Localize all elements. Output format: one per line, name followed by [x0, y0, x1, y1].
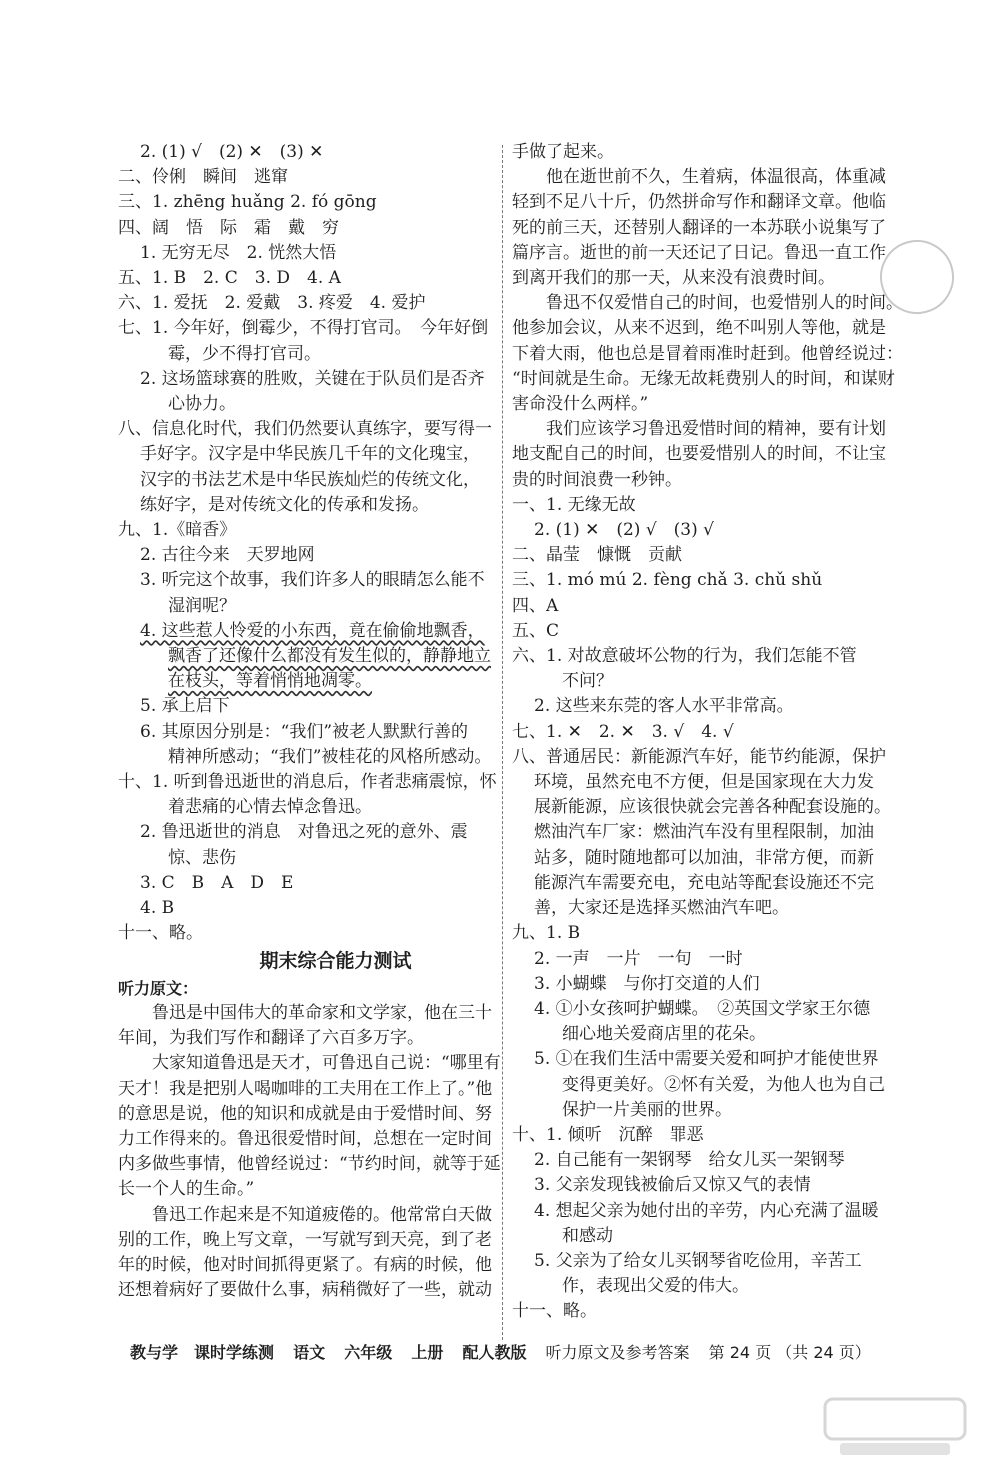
right-answers-line: 2. 这些来东莞的客人水平非常高。 [534, 696, 794, 717]
listening-heading: 听力原文： [118, 978, 199, 998]
right-answers-line: 和感动 [562, 1225, 613, 1246]
right-answers-line: 环境，虽然充电不方便，但是国家现在大力发 [534, 772, 874, 793]
left-passage-line: 别的工作，晚上写文章，一写就写到天亮，到了老 [118, 1229, 492, 1250]
right-answers-line: 2. 自己能有一架钢琴 给女儿买一架钢琴 [534, 1150, 845, 1171]
right-answers-line: 六、1. 对故意破坏公物的行为，我们怎能不管 [512, 646, 857, 667]
left-answers-line: 心协力。 [168, 394, 236, 415]
right-passage-line: 手做了起来。 [512, 142, 614, 162]
left-answers-line: 3. C B A D E [140, 872, 294, 893]
right-answers-line: 十、1. 倾听 沉醉 罪恶 [512, 1124, 704, 1145]
left-answers-line: 湿润呢？ [168, 595, 236, 616]
left-passage-line: 年间，为我们写作和翻译了六百多万字。 [118, 1028, 424, 1049]
left-answers-line: 手好字。汉字是中华民族几千年的文化瑰宝， [140, 444, 480, 465]
right-passage-line: 鲁迅不仅爱惜自己的时间，也爱惜别人的时间。 [546, 293, 903, 314]
right-passage-line: 死的前三天，还替别人翻译的一本苏联小说集写了 [512, 217, 886, 238]
right-answers-line: 五、C [512, 620, 560, 641]
footer-page: 第 24 页 （共 24 页） [708, 1343, 871, 1362]
right-passage-line: 到离开我们的那一天，从来没有浪费时间。 [512, 268, 835, 289]
left-answers-line: 2. 鲁迅逝世的消息 对鲁迅之死的意外、震 [140, 822, 468, 843]
footer-grade: 六年级 [344, 1343, 393, 1362]
left-passage-line: 鲁迅工作起来是不知道疲倦的。他常常白天做 [152, 1204, 492, 1225]
left-answers-line: 六、1. 爱抚 2. 爱戴 3. 疼爱 4. 爱护 [118, 293, 426, 314]
right-passage-line: 他在逝世前不久，生着病，体温很高，体重减 [546, 167, 886, 188]
right-passage-line: 害命没什么两样。” [512, 394, 649, 415]
right-passage-line: 篇序言。逝世的前一天还记了日记。鲁迅一直工作 [512, 242, 886, 263]
right-answers-line: 四、A [512, 595, 559, 616]
left-passage-line: 的意思是说，他的知识和成就是由于爱惜时间、努 [118, 1103, 492, 1124]
left-passage [118, 1001, 501, 1303]
right-answers-line: 4. 想起父亲为她付出的辛劳，内心充满了温暖 [534, 1200, 879, 1221]
left-answers-line: 练好字，是对传统文化的传承和发扬。 [140, 494, 429, 515]
left-answers-line: 霉，少不得打官司。 [168, 343, 321, 364]
right-passage-line: 下着大雨，他也总是冒着雨准时赶到。他曾经说过： [512, 343, 903, 364]
left-answers-line: 五、1. B 2. C 3. D 4. A [118, 268, 341, 289]
left-passage-line: 天才！我是把别人喝咖啡的工夫用在工作上了。”他 [118, 1078, 493, 1099]
left-answers-line: 2. (1) √ (2) ✕ (3) ✕ [140, 142, 324, 162]
left-answers-line: 1. 无穷无尽 2. 恍然大悟 [140, 242, 337, 263]
left-answers [118, 140, 497, 947]
left-answers-line: 十一、略。 [118, 923, 203, 944]
right-answers-line: 九、1. B [512, 923, 581, 944]
right-answers-line: 展新能源，应该很快就会完善各种配套设施的。 [534, 797, 891, 818]
left-passage-line: 大家知道鲁迅是天才，可鲁迅自己说：“哪里有 [152, 1053, 501, 1074]
footer-volume: 上册 [411, 1343, 444, 1362]
left-passage-line: 内多做些事情，他曾经说过：“节约时间，就等于延 [118, 1154, 501, 1175]
right-passage-line: 轻到不足八十斤，仍然拼命写作和翻译文章。他临 [512, 192, 886, 213]
right-passage [512, 140, 912, 493]
right-passage-line: 贵的时间浪费一秒钟。 [512, 469, 682, 490]
left-answers-line: 4. 这些惹人怜爱的小东西，竟在偷偷地飘香， [140, 620, 485, 641]
left-answers-line: 九、1.《暗香》 [118, 520, 237, 541]
right-answers-line: 3. 小蝴蝶 与你打交道的人们 [534, 973, 760, 994]
left-passage-line: 年的时候，他对时间抓得更紧了。有病的时候，他 [118, 1254, 492, 1275]
right-answers-line: 三、1. mó mú 2. fèng chǎ 3. chǔ shǔ [512, 570, 823, 591]
left-answers-line: 四、阔 悟 际 霜 戴 穷 [118, 217, 339, 238]
left-answers-line: 3. 听完这个故事，我们许多人的眼睛怎么能不 [140, 570, 485, 591]
left-passage-line: 长一个人的生命。” [118, 1179, 255, 1200]
right-passage-line: 我们应该学习鲁迅爱惜时间的精神，要有计划 [546, 419, 886, 440]
right-answers-line: 七、1. ✕ 2. ✕ 3. √ 4. √ [512, 721, 734, 742]
left-passage-line: 还想着病好了要做什么事，病稍微好了一些，就动 [118, 1280, 492, 1301]
right-column [512, 140, 912, 1325]
right-answers-line: 5. ①在我们生活中需要关爱和呵护才能使世界 [534, 1049, 879, 1070]
footer-subject: 语文 [293, 1343, 326, 1362]
right-answers [512, 493, 912, 1325]
right-answers-line: 善，大家还是选择买燃油汽车吧。 [534, 898, 789, 919]
left-answers-line: 精神所感动；“我们”被桂花的风格所感动。 [168, 746, 492, 767]
left-answers-line: 惊、悲伤 [168, 847, 236, 868]
left-answers-line: 十、1. 听到鲁迅逝世的消息后，作者悲痛震惊，怀 [118, 772, 497, 793]
right-answers-line: 细心地关爱商店里的花朵。 [562, 1024, 766, 1045]
right-answers-line: 站多，随时随地都可以加油，非常方便，而新 [534, 847, 874, 868]
left-passage-line: 力工作得来的。鲁迅很爱惜时间，总想在一定时间 [118, 1128, 492, 1149]
right-passage-line: “时间就是生命。无缘无故耗费别人的时间，和谋财 [512, 368, 895, 389]
right-answers-line: 不问？ [562, 671, 613, 692]
left-answers-line: 三、1. zhēng huǎng 2. fó gōng [118, 192, 377, 213]
right-passage-line: 地支配自己的时间，也要爱惜别人的时间，不让宝 [512, 444, 886, 465]
right-answers-line: 作，表现出父爱的伟大。 [562, 1276, 749, 1297]
right-answers-line: 二、晶莹 慷慨 贡献 [512, 545, 682, 566]
left-answers-line: 着悲痛的心情去悼念鲁迅。 [168, 797, 372, 818]
left-answers-line: 5. 承上启下 [140, 696, 230, 717]
right-answers-line: 燃油汽车厂家：燃油汽车没有里程限制，加油 [534, 822, 874, 843]
page-footer [130, 1340, 910, 1363]
right-answers-line: 2. 一声 一片 一句 一时 [534, 948, 743, 969]
left-answers-line: 在枝头，等着悄悄地凋零。 [168, 671, 372, 692]
left-answers-line: 4. B [140, 898, 175, 919]
column-divider [502, 145, 503, 1340]
left-answers-line: 八、信息化时代，我们仍然要认真练字，要写得一 [118, 419, 492, 440]
left-passage-line: 鲁迅是中国伟大的革命家和文学家，他在三十 [152, 1002, 492, 1023]
right-answers-line: 保护一片美丽的世界。 [562, 1099, 732, 1120]
right-answers-line: 5. 父亲为了给女儿买钢琴省吃俭用，辛苦工 [534, 1250, 862, 1271]
section-title: 期末综合能力测试 [259, 949, 412, 972]
left-answers-line: 七、1. 今年好，倒霉少，不得打官司。 今年好倒 [118, 318, 489, 339]
right-answers-line: 能源汽车需要充电，充电站等配套设施还不完 [534, 872, 874, 893]
left-answers-line: 6. 其原因分别是：“我们”被老人默默行善的 [140, 721, 469, 742]
right-passage-line: 他参加会议，从来不迟到，绝不叫别人等他，就是 [512, 318, 886, 339]
footer-edition: 配人教版 [462, 1343, 527, 1362]
footer-section: 听力原文及参考答案 [545, 1343, 690, 1362]
left-answers-line: 2. 古往今来 天罗地网 [140, 545, 315, 566]
right-answers-line: 4. ①小女孩呵护蝴蝶。 ②英国文学家王尔德 [534, 998, 871, 1019]
right-answers-line: 十一、略。 [512, 1301, 597, 1322]
left-answers-line: 飘香了还像什么都没有发生似的，静静地立 [168, 646, 491, 667]
right-answers-line: 3. 父亲发现钱被偷后又惊又气的表情 [534, 1175, 811, 1196]
footer-brand: 教与学 课时学练测 [130, 1343, 275, 1362]
right-answers-line: 2. (1) ✕ (2) √ (3) √ [534, 520, 714, 541]
right-answers-line: 一、1. 无缘无故 [512, 494, 636, 515]
left-answers-line: 2. 这场篮球赛的胜败，关键在于队员们是否齐 [140, 368, 485, 389]
watermark-logo-icon [820, 1391, 970, 1461]
left-column [118, 140, 501, 1303]
right-answers-line: 变得更美好。②怀有关爱，为他人也为自己 [562, 1074, 885, 1095]
left-answers-line: 二、伶俐 瞬间 逃窜 [118, 167, 288, 188]
left-answers-line: 汉字的书法艺术是中华民族灿烂的传统文化， [140, 469, 480, 490]
right-answers-line: 八、普通居民：新能源汽车好，能节约能源，保护 [512, 746, 886, 767]
